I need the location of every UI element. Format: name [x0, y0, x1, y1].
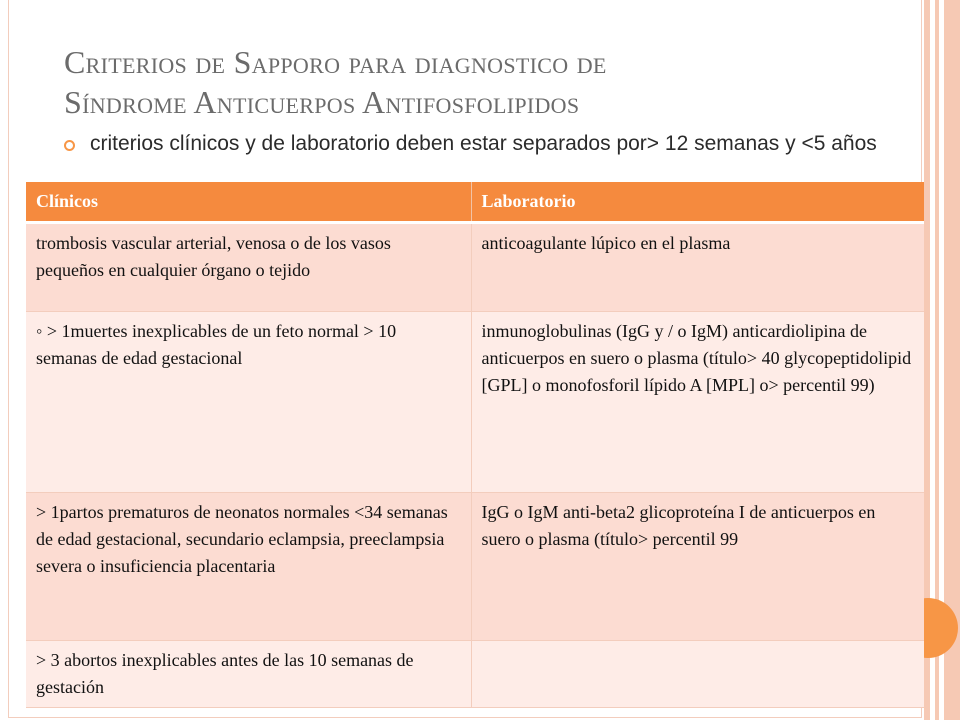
bullet-dot-icon: [64, 140, 75, 151]
cell-laboratorio: anticoagulante lúpico en el plasma: [471, 223, 924, 312]
title-part: Criterios de: [64, 44, 234, 80]
criteria-table: [26, 182, 924, 708]
title-line-1: [64, 42, 884, 82]
table-row: [26, 312, 924, 493]
slide-title: [64, 42, 884, 122]
table-row: [26, 493, 924, 641]
cell-laboratorio: IgG o IgM anti-beta2 glicoproteína I de anticuerpos en suero o plasma (título> percentil 99: [471, 493, 924, 641]
title-part: Sapporo: [233, 44, 341, 80]
cell-clinico: trombosis vascular arterial, venosa o de los vasos pequeños en cualquier órgano o tejido: [26, 223, 471, 312]
header-laboratorio: Laboratorio: [471, 182, 924, 223]
cell-clinico: ◦ > 1muertes inexplicables de un feto normal > 10 semanas de edad gestacional: [26, 312, 471, 493]
title-part: para diagnostico de: [340, 44, 607, 80]
table-row: [26, 223, 924, 312]
cell-clinico: > 1partos prematuros de neonatos normales <34 semanas de edad gestacional, secundario eclampsia, preeclampsia severa o insuficiencia placentaria: [26, 493, 471, 641]
bullet-text: criterios clínicos y de laboratorio deben estar separados por> 12 semanas y <5 años: [90, 132, 877, 155]
cell-laboratorio: inmunoglobulinas (IgG y / o IgM) anticardiolipina de anticuerpos en suero o plasma (título> 40 glycopeptidolipid [GPL] o monofosforil lípido A [MPL] o> percentil 99): [471, 312, 924, 493]
bullet-item: [64, 132, 884, 155]
cell-laboratorio: [471, 641, 924, 708]
title-line-2: Síndrome Anticuerpos Antifosfolipidos: [64, 84, 580, 120]
table-header-row: [26, 182, 924, 223]
header-clinicos: Clínicos: [26, 182, 471, 223]
cell-clinico: > 3 abortos inexplicables antes de las 10 semanas de gestación: [26, 641, 471, 708]
table-row: [26, 641, 924, 708]
